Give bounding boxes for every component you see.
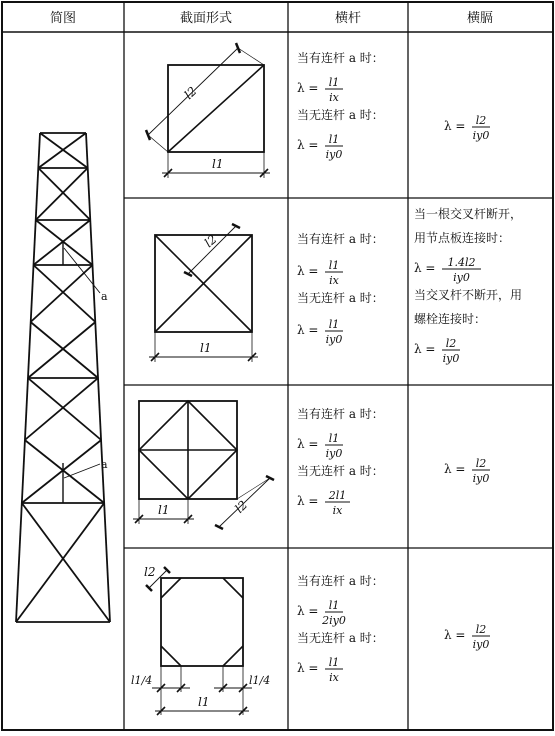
- fraction-denominator: ix: [329, 274, 339, 287]
- fraction-denominator: ix: [329, 671, 339, 684]
- crossbar-line: 当有连杆 a 时：: [297, 574, 384, 588]
- dim-label-l1: l1: [212, 157, 224, 171]
- lambda-symbol: λ =: [297, 323, 319, 337]
- dim-label-l1: l1: [198, 695, 210, 709]
- fraction-numerator: l1: [328, 318, 340, 331]
- lambda-symbol: λ =: [297, 437, 319, 451]
- lambda-symbol: λ =: [414, 261, 436, 275]
- fraction-numerator: l2: [475, 114, 487, 127]
- fraction-numerator: l1: [328, 76, 340, 89]
- fraction-denominator: iy0: [472, 129, 490, 142]
- section-diagram-4: [146, 567, 252, 715]
- diaphragm-formula: [414, 256, 481, 284]
- dim-label-l2: l2: [181, 84, 200, 103]
- crossbar-formula: [297, 489, 350, 517]
- formula-layer: [297, 50, 522, 684]
- dim-label-l2: l2: [232, 497, 251, 516]
- fraction-numerator: l2: [475, 457, 487, 470]
- crossbar-formula: [297, 318, 343, 346]
- crossbar-line: 当无连杆 a 时：: [297, 464, 384, 478]
- diaphragm-line: 螺栓连接时：: [414, 312, 487, 326]
- header-section: 截面形式: [179, 11, 233, 26]
- fraction-denominator: iy0: [472, 472, 490, 485]
- rod-label-a: a: [101, 458, 108, 471]
- fraction-numerator: l1: [328, 432, 340, 445]
- header-sketch: 简图: [49, 11, 77, 26]
- lambda-symbol: λ =: [297, 138, 319, 152]
- crossbar-line: 当无连杆 a 时：: [297, 291, 384, 305]
- diaphragm-formula: [414, 337, 460, 365]
- diaphragm-line: 当交叉杆不断开，用: [414, 288, 523, 302]
- dim-label-l2: l2: [144, 565, 156, 579]
- fraction-numerator: 1.4l2: [447, 256, 476, 269]
- crossbar-formula: [297, 599, 346, 627]
- header-crossbar: 横杆: [334, 11, 362, 26]
- dim-label-l2: l2: [201, 232, 220, 251]
- fraction-denominator: ix: [332, 504, 343, 517]
- fraction-denominator: iy0: [442, 352, 460, 365]
- fraction-denominator: iy0: [453, 271, 470, 284]
- lambda-symbol: λ =: [414, 342, 436, 356]
- tower-sketch: [16, 133, 110, 622]
- crossbar-formula: [297, 432, 343, 460]
- lambda-symbol: λ =: [444, 628, 466, 642]
- fraction-denominator: iy0: [472, 638, 490, 651]
- crossbar-formula: [297, 76, 343, 104]
- dim-label-l1-quarter: l1/4: [249, 674, 271, 687]
- diaphragm-formula: [444, 623, 490, 651]
- lambda-symbol: λ =: [297, 494, 319, 508]
- dim-label-l1-quarter: l1/4: [131, 674, 153, 687]
- fraction-denominator: 2iy0: [322, 614, 346, 627]
- fraction-denominator: iy0: [325, 148, 343, 161]
- rod-label-a: a: [101, 290, 108, 303]
- header-diaphragm: 横膈: [466, 11, 494, 26]
- fraction-numerator: l1: [328, 656, 340, 669]
- lambda-symbol: λ =: [297, 661, 319, 675]
- diaphragm-line: 当一根交叉杆断开，: [414, 207, 523, 221]
- section-diagram-3: [133, 401, 274, 529]
- lambda-symbol: λ =: [297, 81, 319, 95]
- fraction-denominator: ix: [329, 91, 339, 104]
- crossbar-formula: [297, 259, 343, 287]
- lambda-symbol: λ =: [444, 119, 466, 133]
- crossbar-line: 当有连杆 a 时：: [297, 51, 384, 65]
- crossbar-line: 当有连杆 a 时：: [297, 407, 384, 421]
- fraction-numerator: l1: [328, 599, 340, 612]
- fraction-numerator: l1: [328, 259, 340, 272]
- lambda-symbol: λ =: [297, 264, 319, 278]
- fraction-numerator: 2l1: [328, 489, 347, 502]
- diaphragm-line: 用节点板连接时：: [414, 231, 511, 245]
- fraction-numerator: l2: [445, 337, 457, 350]
- fraction-denominator: iy0: [325, 447, 343, 460]
- dim-label-l1: l1: [200, 341, 212, 355]
- fraction-numerator: l1: [328, 133, 340, 146]
- lambda-symbol: λ =: [444, 462, 466, 476]
- crossbar-line: 当有连杆 a 时：: [297, 232, 384, 246]
- diaphragm-formula: [444, 114, 490, 142]
- section-diagram-1: [146, 43, 270, 178]
- fraction-numerator: l2: [475, 623, 487, 636]
- crossbar-formula: [297, 133, 343, 161]
- dim-label-l1: l1: [158, 503, 170, 517]
- crossbar-line: 当无连杆 a 时：: [297, 631, 384, 645]
- crossbar-line: 当无连杆 a 时：: [297, 108, 384, 122]
- crossbar-formula: [297, 656, 343, 684]
- fraction-denominator: iy0: [325, 333, 343, 346]
- lambda-symbol: λ =: [297, 604, 319, 618]
- diaphragm-formula: [444, 457, 490, 485]
